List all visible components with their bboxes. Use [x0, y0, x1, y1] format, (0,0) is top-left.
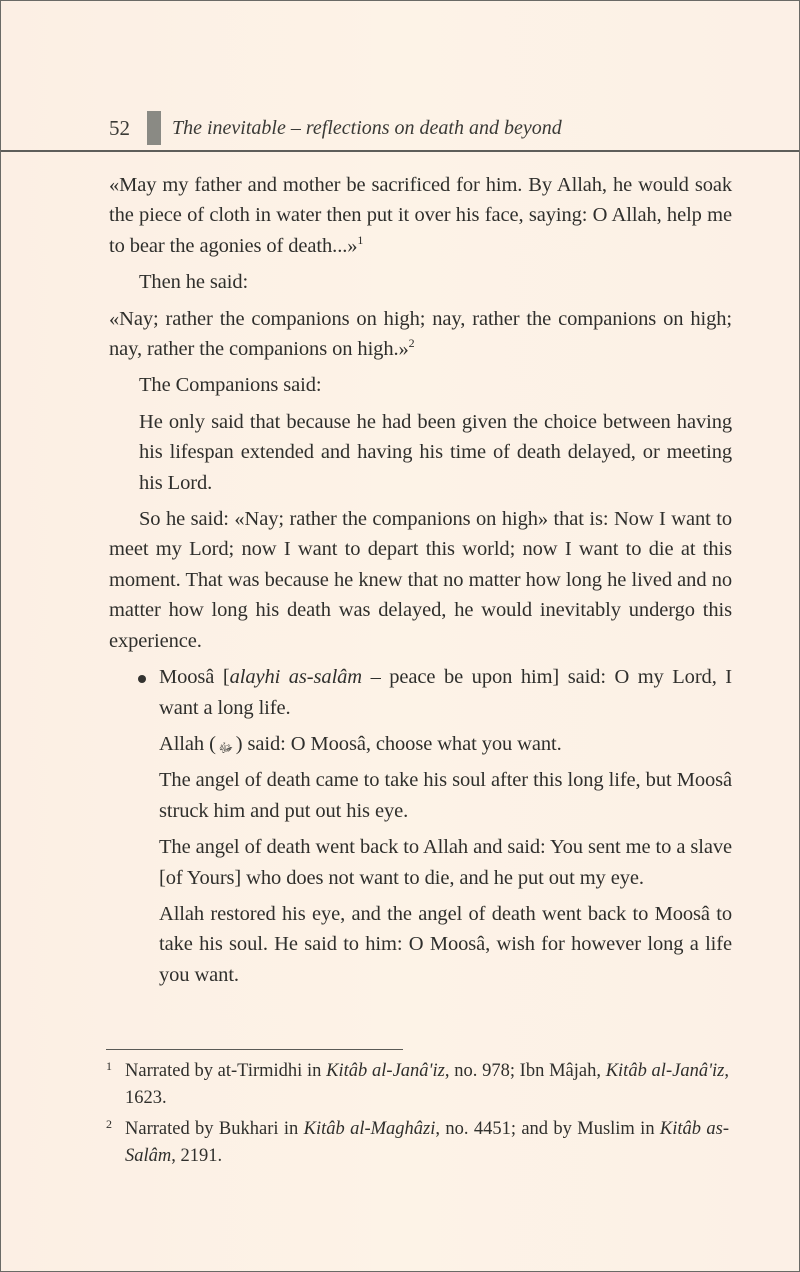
text-run: – peace be upon him] said: O my Lord, I want a long life.: [159, 666, 733, 719]
italic-run: Kitâb al-Maghâzi: [303, 1119, 436, 1139]
text-run: , 1623.: [125, 1061, 729, 1108]
honorific-ligature-icon: ﷻ: [218, 739, 234, 755]
paragraph-companions-said: The Companions said:: [139, 374, 322, 397]
footnote-mark: 1: [106, 1059, 112, 1073]
footnote-ref[interactable]: 2: [408, 336, 415, 351]
bullet-paragraph-5: Allah restored his eye, and the angel of death went back to Moosâ to take his soul. He said to him: O Moosâ, wish for however long a life you want.: [159, 902, 732, 986]
paragraph-quote-2: [109, 304, 732, 365]
bullet-paragraph-3: The angel of death came to take his soul after this long life, but Moosâ struck him and put out his eye.: [159, 769, 732, 822]
bullet-paragraph-4: The angel of death went back to Allah and said: You sent me to a slave [of Yours] who does not want to die, and he put out my eye.: [159, 836, 732, 889]
running-title: The inevitable – reflections on death and beyond: [172, 116, 562, 139]
footnote-rule: [106, 1049, 403, 1050]
bullet-line-1: [159, 662, 732, 723]
running-head: [109, 111, 562, 145]
bullet-paragraph-2: [159, 729, 732, 759]
text-run: , 2191.: [171, 1146, 223, 1166]
bullet-item-moosa: [159, 662, 732, 990]
text-run: , no. 978; Ibn Mâjah,: [444, 1061, 606, 1081]
italic-run: Kitâb al-Janâ'iz: [605, 1061, 725, 1081]
header-rule: [1, 150, 799, 152]
text-run: , no. 4451; and by Muslim in: [435, 1119, 660, 1139]
text-run: Narrated by Bukhari in: [125, 1119, 304, 1139]
footnote-1: [106, 1058, 729, 1112]
text-run: Moosâ [: [159, 666, 230, 689]
footnote-ref[interactable]: 1: [357, 232, 364, 247]
paragraph-companions-explanation: He only said that because he had been given the choice between having his lifespan extended and having his time of death delayed, or meeting his Lord.: [139, 410, 732, 494]
paragraph-so-he-said: So he said: «Nay; rather the companions on high» that is: Now I want to meet my Lord; now I want to depart this world; now I want to die at this moment. That was because he knew that no matter how long he lived and no matter how long his death was delayed, he would inevitably undergo this experience.: [109, 508, 732, 652]
footnote-mark: 2: [106, 1117, 112, 1131]
quote-text: «May my father and mother be sacrificed for him. By Allah, he would soak the piece of cloth in water then put it over his face, saying: O Allah, help me to bear the agonies of death...»: [109, 174, 732, 257]
paragraph-then-he-said: Then he said:: [139, 271, 249, 294]
italic-run: alayhi as-salâm: [229, 666, 363, 689]
italic-run: Kitâb al-Janâ'iz: [326, 1061, 445, 1081]
text-run: Allah (: [159, 732, 216, 755]
paragraph-quote-1: [109, 170, 732, 261]
text-run: Narrated by at-Tirmidhi in: [125, 1061, 327, 1081]
bullet-icon: [138, 675, 146, 683]
body-text: [109, 170, 732, 996]
text-run: ) said: O Moosâ, choose what you want.: [235, 732, 562, 755]
footnotes: [106, 1058, 729, 1174]
quote-text: «Nay; rather the companions on high; nay, rather the companions on high; nay, rather the companions on high.»: [109, 307, 732, 361]
italic-run: Kitâb as-Salâm: [125, 1119, 730, 1166]
footnote-2: [106, 1116, 729, 1170]
page-number: 52: [109, 115, 130, 140]
header-bar-decoration: [147, 111, 161, 145]
